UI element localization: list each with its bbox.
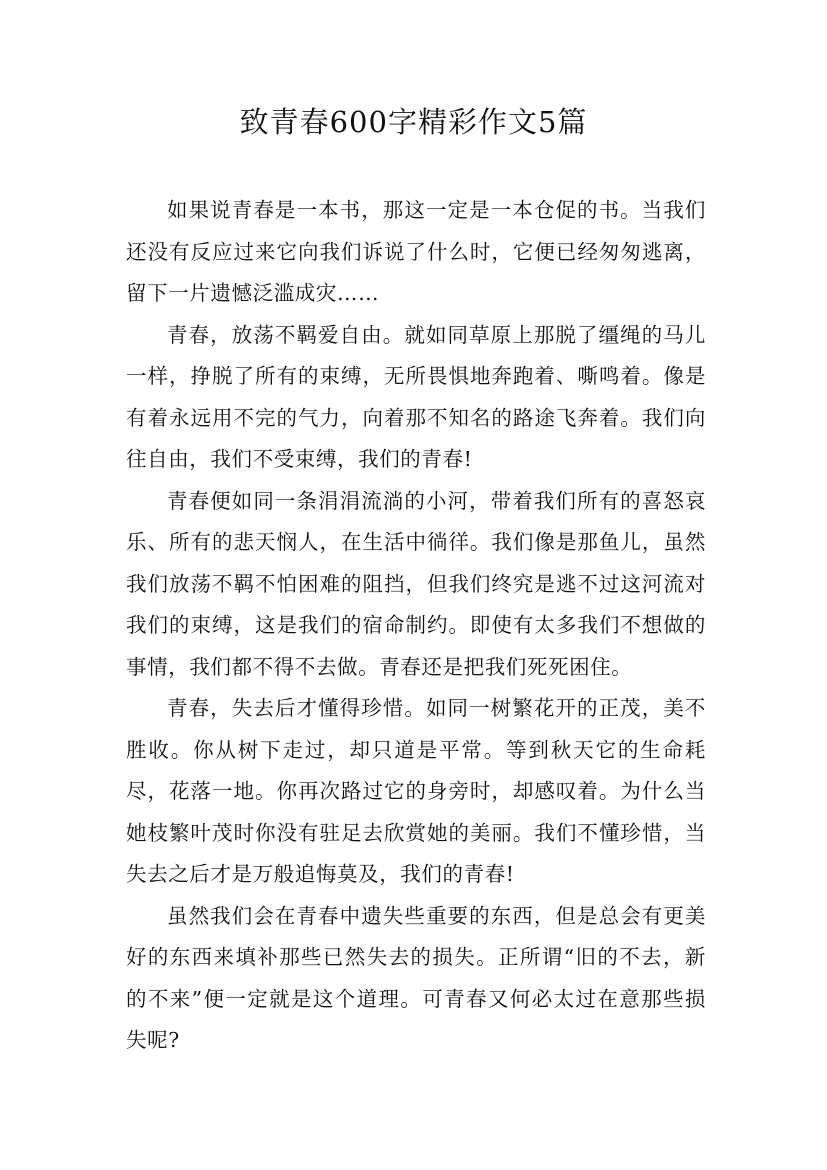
paragraph-4: 青春，失去后才懂得珍惜。如同一树繁花开的正茂，美不胜收。你从树下走过，却只道是平常。等到秋天它的生命耗尽，花落一地。你再次路过它的身旁时，却感叹着。为什么当她枝繁叶茂时你没有驻足去欣赏她的美丽。我们不懂珍惜，当失去之后才是万般追悔莫及，我们的青春! (126, 696, 706, 886)
paragraph-3: 青春便如同一条涓涓流淌的小河，带着我们所有的喜怒哀乐、所有的悲天悯人，在生活中徜徉。我们像是那鱼儿，虽然我们放荡不羁不怕困难的阻挡，但我们终究是逃不过这河流对我们的束缚，这是我们的宿命制约。即使有太多我们不想做的事情，我们都不得不去做。青春还是把我们死死困住。 (126, 488, 706, 679)
document-title: 致青春600字精彩作文5篇 (239, 105, 588, 139)
paragraph-1: 如果说青春是一本书，那这一定是一本仓促的书。当我们还没有反应过来它向我们诉说了什么时，它便已经匆匆逃离，留下一片遗憾泛滥成灾…… (126, 198, 706, 305)
paragraph-2: 青春，放荡不羁爱自由。就如同草原上那脱了缰绳的马儿一样，挣脱了所有的束缚，无所畏惧地奔跑着、嘶鸣着。像是有着永远用不完的气力，向着那不知名的路途飞奔着。我们向往自由，我们不受束缚，我们的青春! (126, 322, 706, 471)
document-body (126, 190, 706, 1062)
paragraph-5: 虽然我们会在青春中遗失些重要的东西，但是总会有更美好的东西来填补那些已然失去的损失。正所谓“旧的不去，新的不来”便一定就是这个道理。可青春又何必太过在意那些损失呢? (126, 903, 706, 1052)
